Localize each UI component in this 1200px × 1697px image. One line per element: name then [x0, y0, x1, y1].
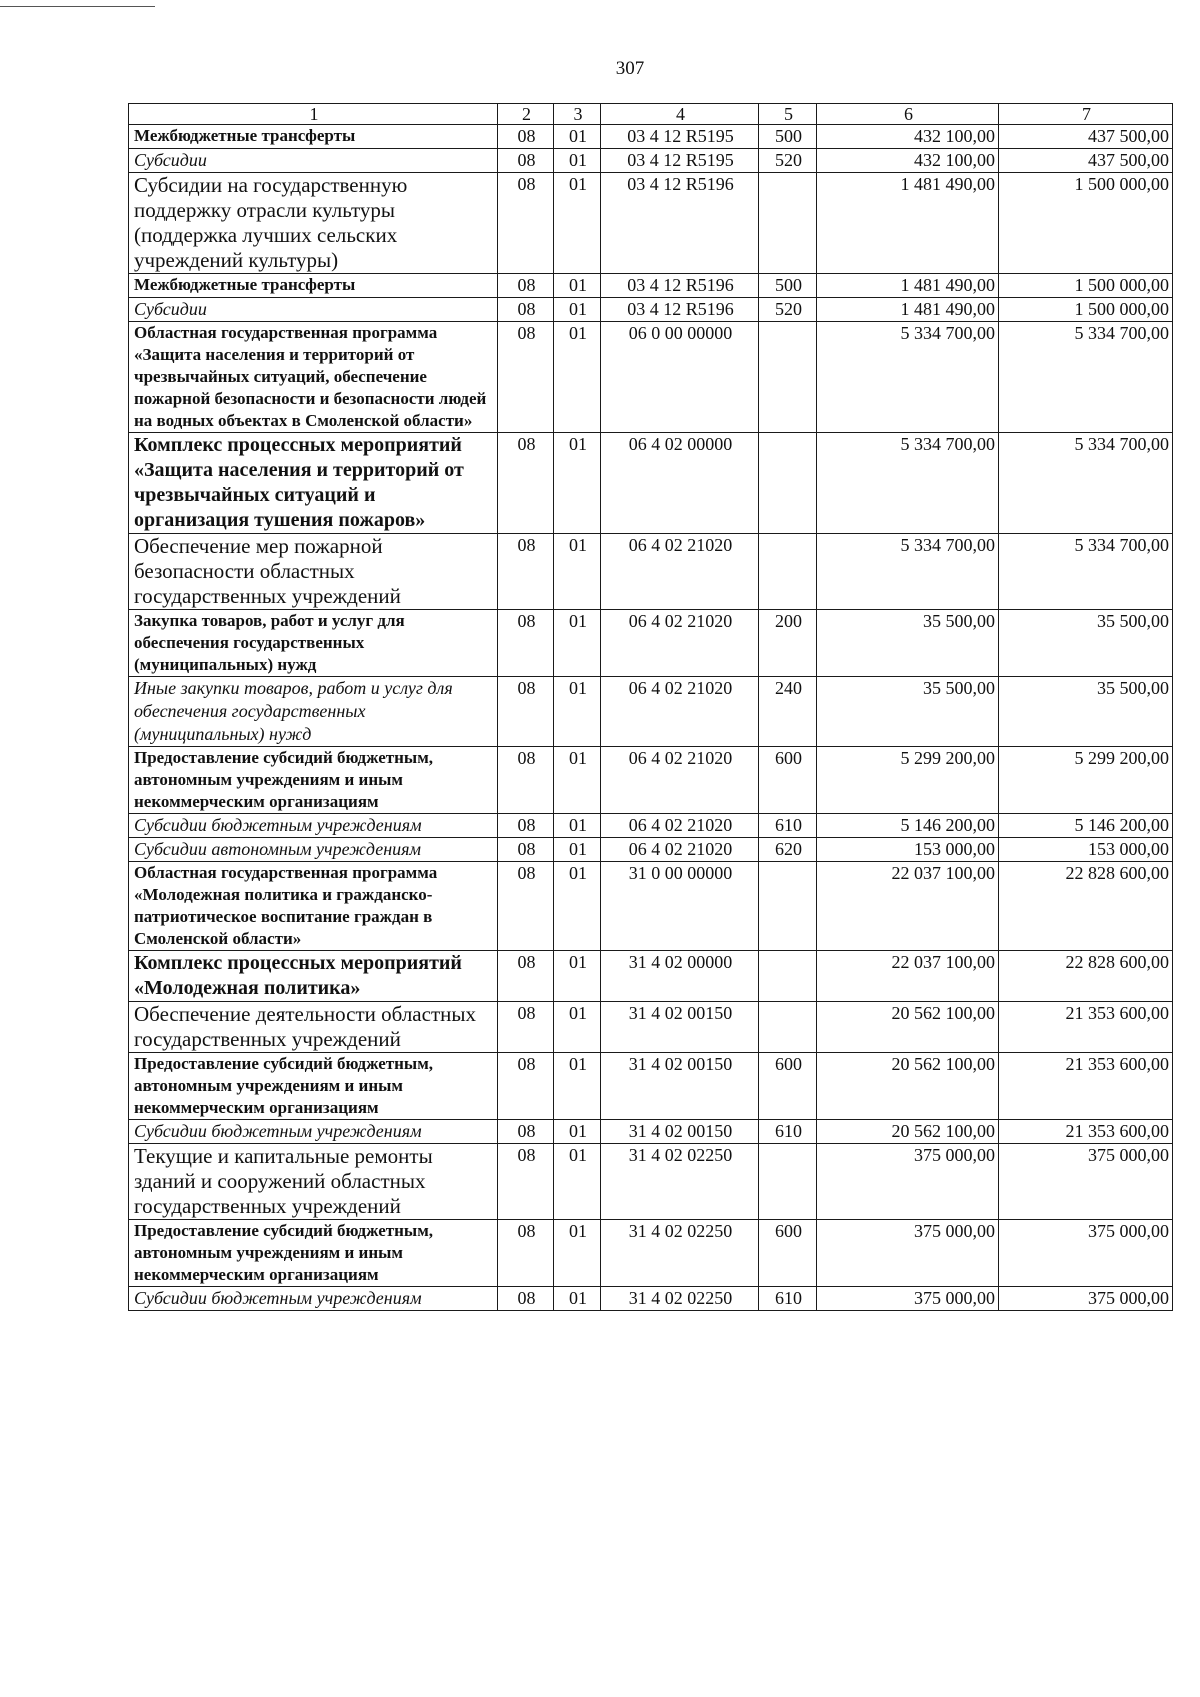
amount-year2-cell: 1 500 000,00 [999, 173, 1173, 274]
target-article-cell: 31 4 02 02250 [601, 1144, 759, 1220]
target-article-cell: 31 4 02 00150 [601, 1053, 759, 1120]
table-row [129, 173, 1173, 274]
expense-type-cell: 500 [759, 274, 817, 298]
expense-type-cell [759, 322, 817, 433]
expense-type-cell: 620 [759, 838, 817, 862]
section-code-cell: 08 [498, 149, 554, 173]
column-header: 7 [999, 104, 1173, 125]
amount-year1-cell: 1 481 490,00 [817, 274, 999, 298]
column-header: 6 [817, 104, 999, 125]
amount-year1-cell: 5 299 200,00 [817, 747, 999, 814]
expense-type-cell: 520 [759, 298, 817, 322]
subsection-code-cell: 01 [554, 1002, 601, 1053]
amount-year1-cell: 20 562 100,00 [817, 1053, 999, 1120]
amount-year2-cell: 5 334 700,00 [999, 534, 1173, 610]
subsection-code-cell: 01 [554, 173, 601, 274]
expense-type-cell [759, 951, 817, 1002]
target-article-cell: 31 4 02 02250 [601, 1287, 759, 1311]
subsection-code-cell: 01 [554, 433, 601, 534]
subsection-code-cell: 01 [554, 677, 601, 747]
subsection-code-cell: 01 [554, 814, 601, 838]
subsection-code-cell: 01 [554, 1120, 601, 1144]
amount-year1-cell: 375 000,00 [817, 1220, 999, 1287]
section-code-cell: 08 [498, 838, 554, 862]
expense-type-cell [759, 862, 817, 951]
amount-year2-cell: 21 353 600,00 [999, 1120, 1173, 1144]
target-article-cell: 03 4 12 R5196 [601, 274, 759, 298]
section-code-cell: 08 [498, 610, 554, 677]
section-code-cell: 08 [498, 125, 554, 149]
target-article-cell: 03 4 12 R5196 [601, 298, 759, 322]
amount-year1-cell: 432 100,00 [817, 149, 999, 173]
section-code-cell: 08 [498, 862, 554, 951]
expense-type-cell: 600 [759, 1053, 817, 1120]
amount-year2-cell: 21 353 600,00 [999, 1002, 1173, 1053]
subsection-code-cell: 01 [554, 747, 601, 814]
row-name-cell: Предоставление субсидий бюджетным, автономным учреждениям и иным некоммерческим организациям [129, 1053, 498, 1120]
amount-year2-cell: 35 500,00 [999, 610, 1173, 677]
subsection-code-cell: 01 [554, 1144, 601, 1220]
table-row [129, 1144, 1173, 1220]
amount-year1-cell: 375 000,00 [817, 1144, 999, 1220]
amount-year2-cell: 35 500,00 [999, 677, 1173, 747]
row-name-cell: Областная государственная программа «Защита населения и территорий от чрезвычайных ситуаций, обеспечение пожарной безопасности и безопасности людей на водных объектах в Смоленской области» [129, 322, 498, 433]
amount-year2-cell: 21 353 600,00 [999, 1053, 1173, 1120]
amount-year2-cell: 22 828 600,00 [999, 862, 1173, 951]
table-row [129, 534, 1173, 610]
amount-year2-cell: 437 500,00 [999, 149, 1173, 173]
amount-year1-cell: 1 481 490,00 [817, 298, 999, 322]
section-code-cell: 08 [498, 274, 554, 298]
amount-year1-cell: 22 037 100,00 [817, 862, 999, 951]
amount-year2-cell: 1 500 000,00 [999, 298, 1173, 322]
expense-type-cell [759, 534, 817, 610]
subsection-code-cell: 01 [554, 1287, 601, 1311]
table-row [129, 274, 1173, 298]
target-article-cell: 06 0 00 00000 [601, 322, 759, 433]
target-article-cell: 31 4 02 00150 [601, 1002, 759, 1053]
section-code-cell: 08 [498, 677, 554, 747]
expense-type-cell: 500 [759, 125, 817, 149]
expense-type-cell: 520 [759, 149, 817, 173]
subsection-code-cell: 01 [554, 862, 601, 951]
subsection-code-cell: 01 [554, 274, 601, 298]
target-article-cell: 31 0 00 00000 [601, 862, 759, 951]
amount-year2-cell: 437 500,00 [999, 125, 1173, 149]
target-article-cell: 03 4 12 R5195 [601, 149, 759, 173]
table-body [129, 125, 1173, 1311]
expense-type-cell [759, 173, 817, 274]
section-code-cell: 08 [498, 1002, 554, 1053]
amount-year1-cell: 432 100,00 [817, 125, 999, 149]
column-header: 2 [498, 104, 554, 125]
table-row [129, 862, 1173, 951]
subsection-code-cell: 01 [554, 322, 601, 433]
section-code-cell: 08 [498, 814, 554, 838]
section-code-cell: 08 [498, 534, 554, 610]
target-article-cell: 31 4 02 00000 [601, 951, 759, 1002]
amount-year1-cell: 5 146 200,00 [817, 814, 999, 838]
row-name-cell: Областная государственная программа «Молодежная политика и гражданско-патриотическое воспитание граждан в Смоленской области» [129, 862, 498, 951]
section-code-cell: 08 [498, 322, 554, 433]
section-code-cell: 08 [498, 747, 554, 814]
target-article-cell: 06 4 02 21020 [601, 838, 759, 862]
table-row [129, 1220, 1173, 1287]
table-row [129, 677, 1173, 747]
row-name-cell: Межбюджетные трансферты [129, 274, 498, 298]
table-row [129, 838, 1173, 862]
expense-type-cell: 600 [759, 747, 817, 814]
section-code-cell: 08 [498, 298, 554, 322]
amount-year2-cell: 1 500 000,00 [999, 274, 1173, 298]
row-name-cell: Предоставление субсидий бюджетным, автономным учреждениям и иным некоммерческим организациям [129, 1220, 498, 1287]
target-article-cell: 06 4 02 21020 [601, 610, 759, 677]
row-name-cell: Межбюджетные трансферты [129, 125, 498, 149]
target-article-cell: 06 4 02 21020 [601, 534, 759, 610]
amount-year1-cell: 5 334 700,00 [817, 534, 999, 610]
target-article-cell: 06 4 02 00000 [601, 433, 759, 534]
amount-year1-cell: 22 037 100,00 [817, 951, 999, 1002]
subsection-code-cell: 01 [554, 534, 601, 610]
subsection-code-cell: 01 [554, 1053, 601, 1120]
subsection-code-cell: 01 [554, 951, 601, 1002]
expense-type-cell: 610 [759, 1120, 817, 1144]
target-article-cell: 03 4 12 R5195 [601, 125, 759, 149]
column-header: 5 [759, 104, 817, 125]
row-name-cell: Обеспечение мер пожарной безопасности областных государственных учреждений [129, 534, 498, 610]
amount-year2-cell: 5 334 700,00 [999, 433, 1173, 534]
target-article-cell: 06 4 02 21020 [601, 814, 759, 838]
expense-type-cell: 610 [759, 1287, 817, 1311]
section-code-cell: 08 [498, 1053, 554, 1120]
section-code-cell: 08 [498, 951, 554, 1002]
subsection-code-cell: 01 [554, 1220, 601, 1287]
table-row [129, 951, 1173, 1002]
amount-year1-cell: 35 500,00 [817, 610, 999, 677]
expense-type-cell: 600 [759, 1220, 817, 1287]
table-row [129, 433, 1173, 534]
budget-table [128, 103, 1173, 1311]
amount-year2-cell: 5 299 200,00 [999, 747, 1173, 814]
column-header: 3 [554, 104, 601, 125]
row-name-cell: Субсидии автономным учреждениям [129, 838, 498, 862]
amount-year1-cell: 5 334 700,00 [817, 322, 999, 433]
row-name-cell: Субсидии бюджетным учреждениям [129, 814, 498, 838]
row-name-cell: Комплекс процессных мероприятий «Молодежная политика» [129, 951, 498, 1002]
row-name-cell: Предоставление субсидий бюджетным, автономным учреждениям и иным некоммерческим организациям [129, 747, 498, 814]
subsection-code-cell: 01 [554, 610, 601, 677]
column-header: 1 [129, 104, 498, 125]
target-article-cell: 03 4 12 R5196 [601, 173, 759, 274]
header-row [129, 104, 1173, 125]
table-row [129, 814, 1173, 838]
table-row [129, 747, 1173, 814]
amount-year1-cell: 1 481 490,00 [817, 173, 999, 274]
table-row [129, 1287, 1173, 1311]
section-code-cell: 08 [498, 1220, 554, 1287]
target-article-cell: 31 4 02 00150 [601, 1120, 759, 1144]
amount-year2-cell: 375 000,00 [999, 1144, 1173, 1220]
table-row [129, 125, 1173, 149]
section-code-cell: 08 [498, 173, 554, 274]
amount-year1-cell: 375 000,00 [817, 1287, 999, 1311]
expense-type-cell: 200 [759, 610, 817, 677]
expense-type-cell: 610 [759, 814, 817, 838]
subsection-code-cell: 01 [554, 149, 601, 173]
section-code-cell: 08 [498, 1144, 554, 1220]
subsection-code-cell: 01 [554, 298, 601, 322]
row-name-cell: Комплекс процессных мероприятий «Защита населения и территорий от чрезвычайных ситуаций и организация тушения пожаров» [129, 433, 498, 534]
table-row [129, 1053, 1173, 1120]
row-name-cell: Субсидии бюджетным учреждениям [129, 1120, 498, 1144]
amount-year2-cell: 5 146 200,00 [999, 814, 1173, 838]
row-name-cell: Субсидии бюджетным учреждениям [129, 1287, 498, 1311]
expense-type-cell [759, 1002, 817, 1053]
section-code-cell: 08 [498, 433, 554, 534]
subsection-code-cell: 01 [554, 125, 601, 149]
expense-type-cell [759, 1144, 817, 1220]
target-article-cell: 06 4 02 21020 [601, 747, 759, 814]
amount-year2-cell: 153 000,00 [999, 838, 1173, 862]
amount-year1-cell: 20 562 100,00 [817, 1002, 999, 1053]
amount-year2-cell: 5 334 700,00 [999, 322, 1173, 433]
amount-year1-cell: 153 000,00 [817, 838, 999, 862]
row-name-cell: Субсидии на государственную поддержку отрасли культуры (поддержка лучших сельских учреждений культуры) [129, 173, 498, 274]
table-row [129, 1120, 1173, 1144]
target-article-cell: 06 4 02 21020 [601, 677, 759, 747]
amount-year1-cell: 35 500,00 [817, 677, 999, 747]
amount-year1-cell: 5 334 700,00 [817, 433, 999, 534]
row-name-cell: Закупка товаров, работ и услуг для обеспечения государственных (муниципальных) нужд [129, 610, 498, 677]
column-header: 4 [601, 104, 759, 125]
row-name-cell: Субсидии [129, 149, 498, 173]
amount-year2-cell: 375 000,00 [999, 1287, 1173, 1311]
subsection-code-cell: 01 [554, 838, 601, 862]
top-edge-rule [0, 6, 155, 7]
amount-year1-cell: 20 562 100,00 [817, 1120, 999, 1144]
row-name-cell: Иные закупки товаров, работ и услуг для обеспечения государственных (муниципальных) нужд [129, 677, 498, 747]
table-row [129, 298, 1173, 322]
section-code-cell: 08 [498, 1120, 554, 1144]
page-number: 307 [615, 58, 645, 79]
expense-type-cell [759, 433, 817, 534]
amount-year2-cell: 375 000,00 [999, 1220, 1173, 1287]
row-name-cell: Текущие и капитальные ремонты зданий и сооружений областных государственных учреждений [129, 1144, 498, 1220]
table-row [129, 149, 1173, 173]
row-name-cell: Обеспечение деятельности областных государственных учреждений [129, 1002, 498, 1053]
target-article-cell: 31 4 02 02250 [601, 1220, 759, 1287]
section-code-cell: 08 [498, 1287, 554, 1311]
row-name-cell: Субсидии [129, 298, 498, 322]
table-row [129, 322, 1173, 433]
table-row [129, 610, 1173, 677]
expense-type-cell: 240 [759, 677, 817, 747]
table-row [129, 1002, 1173, 1053]
amount-year2-cell: 22 828 600,00 [999, 951, 1173, 1002]
